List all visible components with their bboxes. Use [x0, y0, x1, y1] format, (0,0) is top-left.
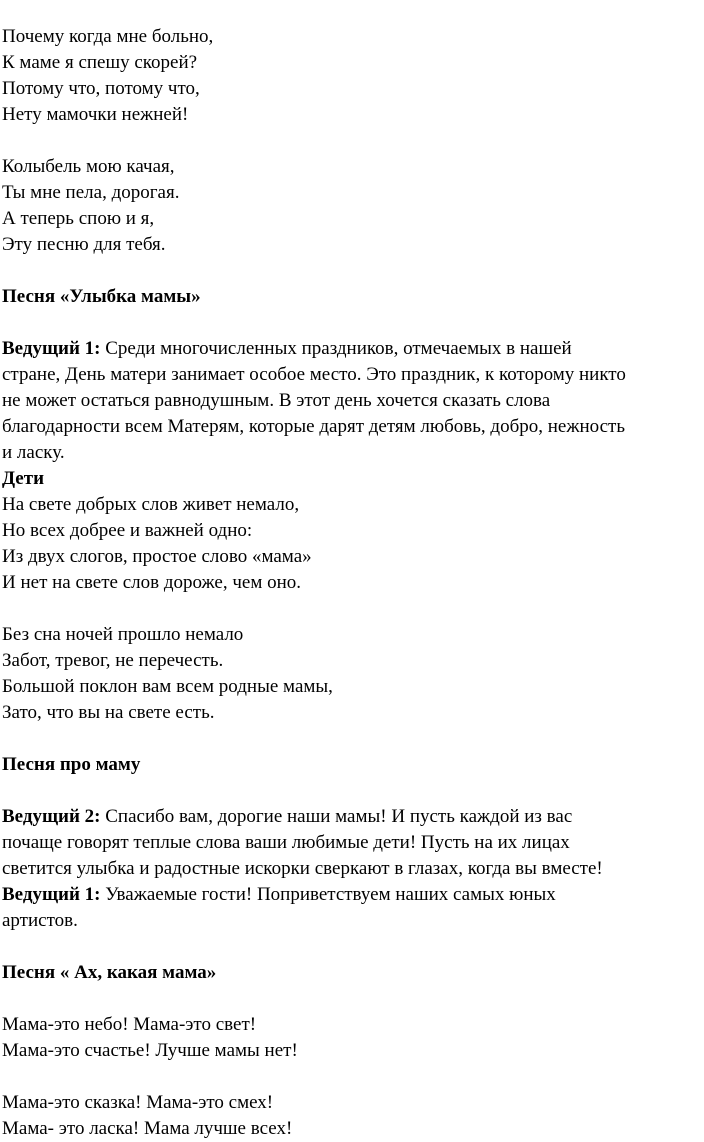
poem-line: Зато, что вы на свете есть. [2, 702, 215, 723]
speech-text: благодарности всем Матерям, которые дарят детям любовь, добро, нежность [2, 416, 626, 437]
poem-line: И нет на свете слов дороже, чем оно. [2, 572, 302, 593]
speech-text: стране, День матери занимает особое место. Это праздник, к которому никто [2, 364, 626, 385]
poem-line: Забот, тревог, не перечесть. [2, 650, 224, 671]
poem-line: Мама-это счастье! Лучше мамы нет! [2, 1040, 298, 1061]
poem-line: Колыбель мою качая, [2, 156, 175, 177]
poem-line: Из двух слогов, простое слово «мама» [2, 546, 312, 567]
speech-text: и ласку. [2, 442, 65, 463]
poem-line: Мама-это небо! Мама-это свет! [2, 1014, 257, 1035]
speech-text: Среди многочисленных праздников, отмечаемых в нашей [100, 338, 572, 359]
poem-stanza-4 [2, 622, 700, 726]
poem-stanza-6 [2, 1090, 700, 1142]
speech-text: Спасибо вам, дорогие наши мамы! И пусть каждой из вас [100, 806, 573, 827]
speech-text: почаще говорят теплые слова ваши любимые дети! Пусть на их лицах [2, 832, 570, 853]
poem-line: Мама- это ласка! Мама лучше всех! [2, 1118, 293, 1139]
host-2-speech [2, 804, 700, 882]
speech-text: не может остаться равнодушным. В этот день хочется сказать слова [2, 390, 551, 411]
poem-line: Потому что, потому что, [2, 78, 200, 99]
poem-line: К маме я спешу скорей? [2, 52, 198, 73]
poem-stanza-1 [2, 24, 700, 128]
speech-text: артистов. [2, 910, 78, 931]
poem-line: Нету мамочки нежней! [2, 104, 189, 125]
poem-line: Мама-это сказка! Мама-это смех! [2, 1092, 274, 1113]
children-label: Дети [2, 468, 45, 489]
poem-line: Эту песню для тебя. [2, 234, 166, 255]
speaker-label: Ведущий 1: [2, 884, 101, 905]
speech-text: Уважаемые гости! Поприветствуем наших самых юных [100, 884, 556, 905]
poem-line: А теперь спою и я, [2, 208, 155, 229]
host-1-greeting [2, 882, 700, 934]
host-1-speech [2, 336, 700, 466]
document-body [2, 24, 700, 1142]
poem-line: Но всех добрее и важней одно: [2, 520, 253, 541]
song-heading-ulybka: Песня «Улыбка мамы» [2, 286, 201, 307]
poem-stanza-5 [2, 1012, 700, 1064]
speaker-label: Ведущий 1: [2, 338, 101, 359]
song-heading-pro-mamu: Песня про маму [2, 754, 141, 775]
speech-text: светится улыбка и радостные искорки сверкают в глазах, когда вы вместе! [2, 858, 603, 879]
poem-stanza-2 [2, 154, 700, 258]
poem-line: На свете добрых слов живет немало, [2, 494, 300, 515]
poem-line: Ты мне пела, дорогая. [2, 182, 180, 203]
poem-line: Большой поклон вам всем родные мамы, [2, 676, 333, 697]
speaker-label: Ведущий 2: [2, 806, 101, 827]
song-heading-ah-kakaya-mama: Песня « Ах, какая мама» [2, 962, 217, 983]
poem-stanza-3 [2, 492, 700, 596]
poem-line: Без сна ночей прошло немало [2, 624, 244, 645]
poem-line: Почему когда мне больно, [2, 26, 214, 47]
